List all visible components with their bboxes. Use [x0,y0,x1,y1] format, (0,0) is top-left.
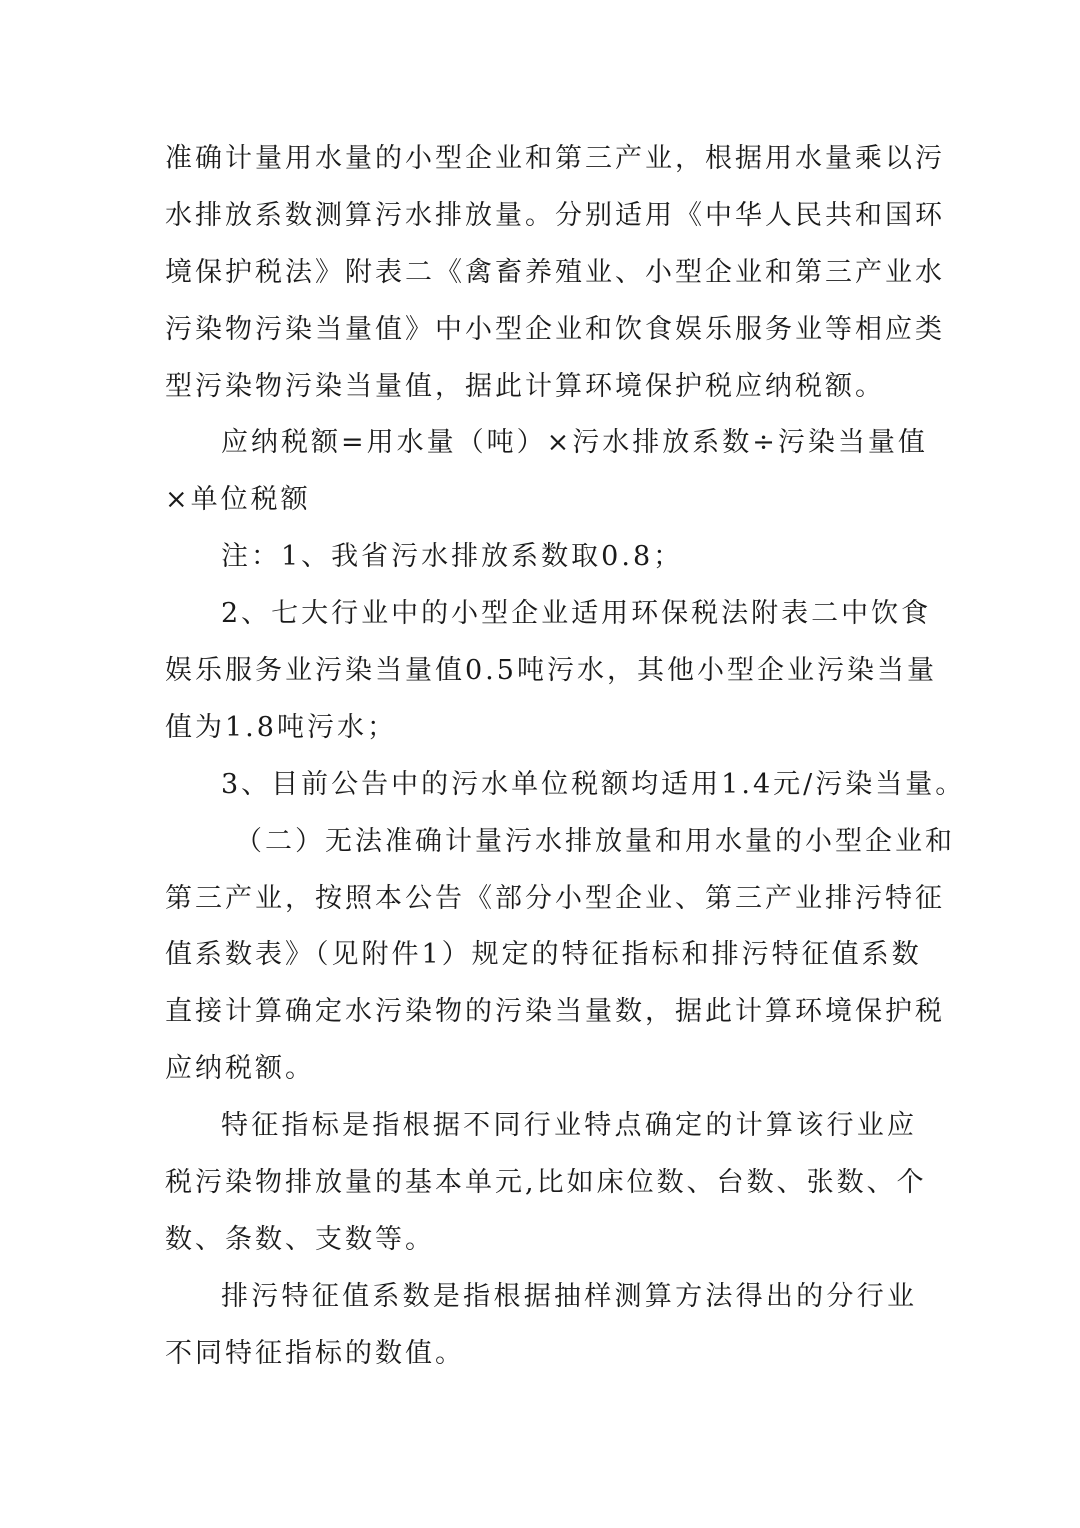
text-line: 值系数表》（见附件1）规定的特征指标和排污特征值系数 [165,939,922,971]
text-line: 2、七大行业中的小型企业适用环保税法附表二中饮食 [221,598,932,630]
text-line: 直接计算确定水污染物的污染当量数，据此计算环境保护税 [165,996,945,1028]
text-line: 准确计量用水量的小型企业和第三产业，根据用水量乘以污 [165,143,945,174]
text-line: 排污特征值系数是指根据抽样测算方法得出的分行业 [221,1280,917,1312]
text-line: 值为1.8吨污水； [165,711,397,743]
document-body [165,131,966,1383]
text-line: 特征指标是指根据不同行业特点确定的计算该行业应 [221,1110,917,1142]
text-line: 3、目前公告中的污水单位税额均适用1.4元/污染当量。 [221,768,966,800]
text-line: 娱乐服务业污染当量值0.5吨污水，其他小型企业污染当量 [165,655,937,687]
text-line: 不同特征指标的数值。 [165,1337,465,1369]
text-line: ×单位税额 [165,484,311,516]
text-line: 型污染物污染当量值，据此计算环境保护税应纳税额。 [165,370,885,402]
text-line: （二）无法准确计量污水排放量和用水量的小型企业和 [235,825,955,857]
text-line: 第三产业，按照本公告《部分小型企业、第三产业排污特征 [165,882,945,914]
text-line: 税污染物排放量的基本单元,比如床位数、台数、张数、个 [165,1167,927,1199]
text-line: 境保护税法》附表二《禽畜养殖业、小型企业和第三产业水 [165,256,945,288]
text-line: 数、条数、支数等。 [165,1223,435,1255]
text-line: 应纳税额=用水量（吨）×污水排放系数÷污染当量值 [221,427,928,459]
text-line: 污染物污染当量值》中小型企业和饮食娱乐服务业等相应类 [165,313,945,345]
text-line: 注：1、我省污水排放系数取0.8； [221,541,684,573]
text-line: 水排放系数测算污水排放量。分别适用《中华人民共和国环 [165,199,945,231]
text-line: 应纳税额。 [165,1053,315,1085]
